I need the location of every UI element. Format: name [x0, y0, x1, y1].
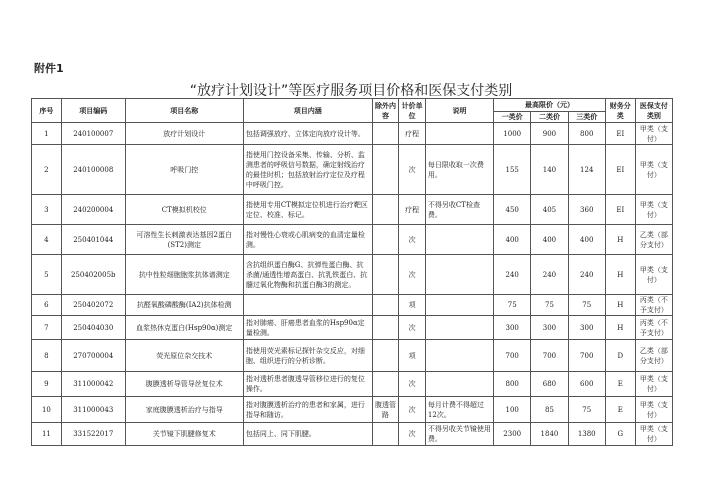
- cell-fin: H: [605, 295, 635, 316]
- header-note: 说明: [425, 99, 493, 123]
- cell-price-class1: 100: [494, 397, 531, 423]
- table-row: [32, 225, 673, 255]
- cell-note: 每日限收取一次费用。: [425, 145, 493, 195]
- cell-price-class3: 600: [568, 372, 605, 397]
- cell-name: 抗中性粒细胞胞浆抗体谱测定: [125, 255, 243, 295]
- cell-ins: 丙类（不予支付）: [635, 316, 672, 340]
- table-row: [32, 423, 673, 446]
- cell-seq: 5: [32, 255, 62, 295]
- cell-code: 250401044: [61, 225, 125, 255]
- header-maxprice: 最高限价（元）: [494, 99, 606, 112]
- cell-content: 指对肺癌、肝癌患者血浆的Hsp90α定量检测。: [243, 316, 372, 340]
- cell-unit: 疗程: [399, 123, 426, 145]
- cell-note: 每月计费不得超过12次。: [425, 397, 493, 423]
- cell-content: 包括同上、同下肌腱。: [243, 423, 372, 446]
- cell-excluded: [372, 123, 399, 145]
- cell-ins: 甲类（支付）: [635, 372, 672, 397]
- cell-name: 腹膜透析导管导丝复位术: [125, 372, 243, 397]
- header-unit: 计价单位: [399, 99, 426, 123]
- cell-excluded: 腹透管路: [372, 397, 399, 423]
- cell-name: CT模拟机校位: [125, 195, 243, 225]
- cell-code: 240200004: [61, 195, 125, 225]
- cell-fin: G: [605, 423, 635, 446]
- header-seq: 序号: [32, 99, 62, 123]
- cell-ins: 甲类（支付）: [635, 145, 672, 195]
- cell-price-class1: 400: [494, 225, 531, 255]
- cell-seq: 10: [32, 397, 62, 423]
- cell-fin: D: [605, 340, 635, 372]
- cell-unit: 疗程: [399, 195, 426, 225]
- cell-price-class2: 405: [531, 195, 568, 225]
- table-row: [32, 295, 673, 316]
- cell-excluded: [372, 255, 399, 295]
- table-row: [32, 316, 673, 340]
- cell-content: 指对慢性心衰或心肌病变的血清定量检测。: [243, 225, 372, 255]
- cell-price-class2: 1840: [531, 423, 568, 446]
- cell-note: [425, 295, 493, 316]
- cell-note: [425, 372, 493, 397]
- cell-price-class3: 75: [568, 397, 605, 423]
- cell-note: [425, 225, 493, 255]
- header-excluded: 除外内容: [372, 99, 399, 123]
- header-class2: 二类价: [531, 112, 568, 123]
- cell-excluded: [372, 225, 399, 255]
- cell-name: 荧光原位杂交技术: [125, 340, 243, 372]
- cell-price-class1: 240: [494, 255, 531, 295]
- header-class1: 一类价: [494, 112, 531, 123]
- cell-price-class3: 124: [568, 145, 605, 195]
- cell-seq: 6: [32, 295, 62, 316]
- cell-price-class1: 700: [494, 340, 531, 372]
- cell-unit: 次: [399, 225, 426, 255]
- table-row: [32, 397, 673, 423]
- cell-note: 不得另收CT检查费。: [425, 195, 493, 225]
- cell-fin: E: [605, 372, 635, 397]
- table-row: [32, 195, 673, 225]
- cell-fin: EI: [605, 145, 635, 195]
- cell-excluded: [372, 145, 399, 195]
- cell-name: 家庭腹膜透析治疗与指导: [125, 397, 243, 423]
- cell-excluded: [372, 295, 399, 316]
- cell-price-class2: 75: [531, 295, 568, 316]
- header-name: 项目名称: [125, 99, 243, 123]
- cell-excluded: [372, 340, 399, 372]
- cell-price-class1: 2300: [494, 423, 531, 446]
- cell-ins: 甲类（支付）: [635, 195, 672, 225]
- cell-excluded: [372, 316, 399, 340]
- cell-fin: H: [605, 316, 635, 340]
- cell-ins: 甲类（支付）: [635, 423, 672, 446]
- cell-price-class3: 400: [568, 225, 605, 255]
- cell-seq: 8: [32, 340, 62, 372]
- cell-content: 包括调强放疗、立体定向放疗设计等。: [243, 123, 372, 145]
- cell-seq: 9: [32, 372, 62, 397]
- cell-excluded: [372, 372, 399, 397]
- cell-code: 311000042: [61, 372, 125, 397]
- table-row: [32, 123, 673, 145]
- cell-price-class3: 360: [568, 195, 605, 225]
- cell-price-class1: 800: [494, 372, 531, 397]
- cell-code: 240100008: [61, 145, 125, 195]
- cell-seq: 1: [32, 123, 62, 145]
- table-row: [32, 372, 673, 397]
- cell-name: 抗醛氧酸磷酸酶(IA2)抗体检测: [125, 295, 243, 316]
- cell-code: 240100007: [61, 123, 125, 145]
- cell-price-class2: 700: [531, 340, 568, 372]
- cell-price-class3: 300: [568, 316, 605, 340]
- cell-code: 250402072: [61, 295, 125, 316]
- cell-content: 指使用专用CT模拟定位机进行治疗靶区定位、校准、标记。: [243, 195, 372, 225]
- cell-price-class1: 155: [494, 145, 531, 195]
- cell-price-class1: 300: [494, 316, 531, 340]
- cell-code: 311000043: [61, 397, 125, 423]
- cell-name: 血浆热休克蛋白(Hsp90α)测定: [125, 316, 243, 340]
- cell-seq: 3: [32, 195, 62, 225]
- cell-price-class2: 85: [531, 397, 568, 423]
- header-class3: 三类价: [568, 112, 605, 123]
- cell-unit: 次: [399, 255, 426, 295]
- cell-code: 250402005b: [61, 255, 125, 295]
- cell-price-class2: 400: [531, 225, 568, 255]
- cell-name: 可溶性生长刺激表达基因2蛋白(ST2)测定: [125, 225, 243, 255]
- header-content: 项目内涵: [243, 99, 372, 123]
- cell-ins: 甲类（支付）: [635, 255, 672, 295]
- cell-unit: 项: [399, 340, 426, 372]
- cell-code: 331522017: [61, 423, 125, 446]
- cell-excluded: [372, 423, 399, 446]
- annex-label: 附件1: [34, 62, 64, 75]
- cell-content: 指使用门控设备采集、传输、分析、监测患者的呼吸信号数据，确定射线治疗的最佳时机；包括放射治疗定位及疗程中呼吸门控。: [243, 145, 372, 195]
- cell-note: [425, 316, 493, 340]
- cell-seq: 4: [32, 225, 62, 255]
- table-row: [32, 340, 673, 372]
- cell-price-class3: 75: [568, 295, 605, 316]
- cell-unit: 次: [399, 145, 426, 195]
- cell-unit: 次: [399, 372, 426, 397]
- cell-note: 不得另收关节镜使用费。: [425, 423, 493, 446]
- cell-ins: 甲类（支付）: [635, 123, 672, 145]
- cell-unit: 次: [399, 397, 426, 423]
- cell-fin: H: [605, 255, 635, 295]
- cell-ins: 甲类（支付）: [635, 397, 672, 423]
- cell-price-class3: 800: [568, 123, 605, 145]
- price-table: [31, 98, 673, 446]
- header-fin: 财务分类: [605, 99, 635, 123]
- cell-price-class3: 700: [568, 340, 605, 372]
- page-title: “放疗计划设计”等医疗服务项目价格和医保支付类别: [189, 83, 513, 99]
- cell-fin: E: [605, 397, 635, 423]
- header-code: 项目编码: [61, 99, 125, 123]
- cell-fin: H: [605, 225, 635, 255]
- cell-name: 关节镜下肌腱修复术: [125, 423, 243, 446]
- cell-unit: 次: [399, 423, 426, 446]
- cell-ins: 乙类（部分支付）: [635, 340, 672, 372]
- cell-seq: 2: [32, 145, 62, 195]
- cell-ins: 丙类（不予支付）: [635, 295, 672, 316]
- cell-price-class1: 450: [494, 195, 531, 225]
- cell-price-class3: 240: [568, 255, 605, 295]
- cell-note: [425, 340, 493, 372]
- cell-excluded: [372, 195, 399, 225]
- cell-price-class1: 75: [494, 295, 531, 316]
- cell-price-class2: 240: [531, 255, 568, 295]
- cell-name: 放疗计划设计: [125, 123, 243, 145]
- cell-price-class1: 1000: [494, 123, 531, 145]
- cell-price-class3: 1380: [568, 423, 605, 446]
- cell-note: [425, 123, 493, 145]
- cell-content: 含抗组织蛋白酶G、抗弹性蛋白酶、抗杀菌/通透性增高蛋白、抗乳铁蛋白、抗髓过氧化物酶和抗蛋白酶3的测定。: [243, 255, 372, 295]
- cell-seq: 7: [32, 316, 62, 340]
- cell-content: 指对透析患者腹透导管移位进行的复位操作。: [243, 372, 372, 397]
- cell-price-class2: 300: [531, 316, 568, 340]
- cell-ins: 乙类（部分支付）: [635, 225, 672, 255]
- cell-price-class2: 900: [531, 123, 568, 145]
- table-row: [32, 145, 673, 195]
- cell-content: [243, 295, 372, 316]
- cell-fin: EI: [605, 195, 635, 225]
- cell-content: 指对腹膜透析治疗的患者和家属，进行指导和随访。: [243, 397, 372, 423]
- cell-code: 250404030: [61, 316, 125, 340]
- cell-name: 呼吸门控: [125, 145, 243, 195]
- cell-seq: 11: [32, 423, 62, 446]
- header-ins: 医保支付类别: [635, 99, 672, 123]
- cell-unit: 次: [399, 316, 426, 340]
- cell-price-class2: 140: [531, 145, 568, 195]
- cell-unit: 项: [399, 295, 426, 316]
- cell-fin: EI: [605, 123, 635, 145]
- cell-content: 指使用荧光素标记探针杂交反应，对细胞、组织进行的分析诊断。: [243, 340, 372, 372]
- table-row: [32, 255, 673, 295]
- cell-code: 270700004: [61, 340, 125, 372]
- cell-note: [425, 255, 493, 295]
- cell-price-class2: 680: [531, 372, 568, 397]
